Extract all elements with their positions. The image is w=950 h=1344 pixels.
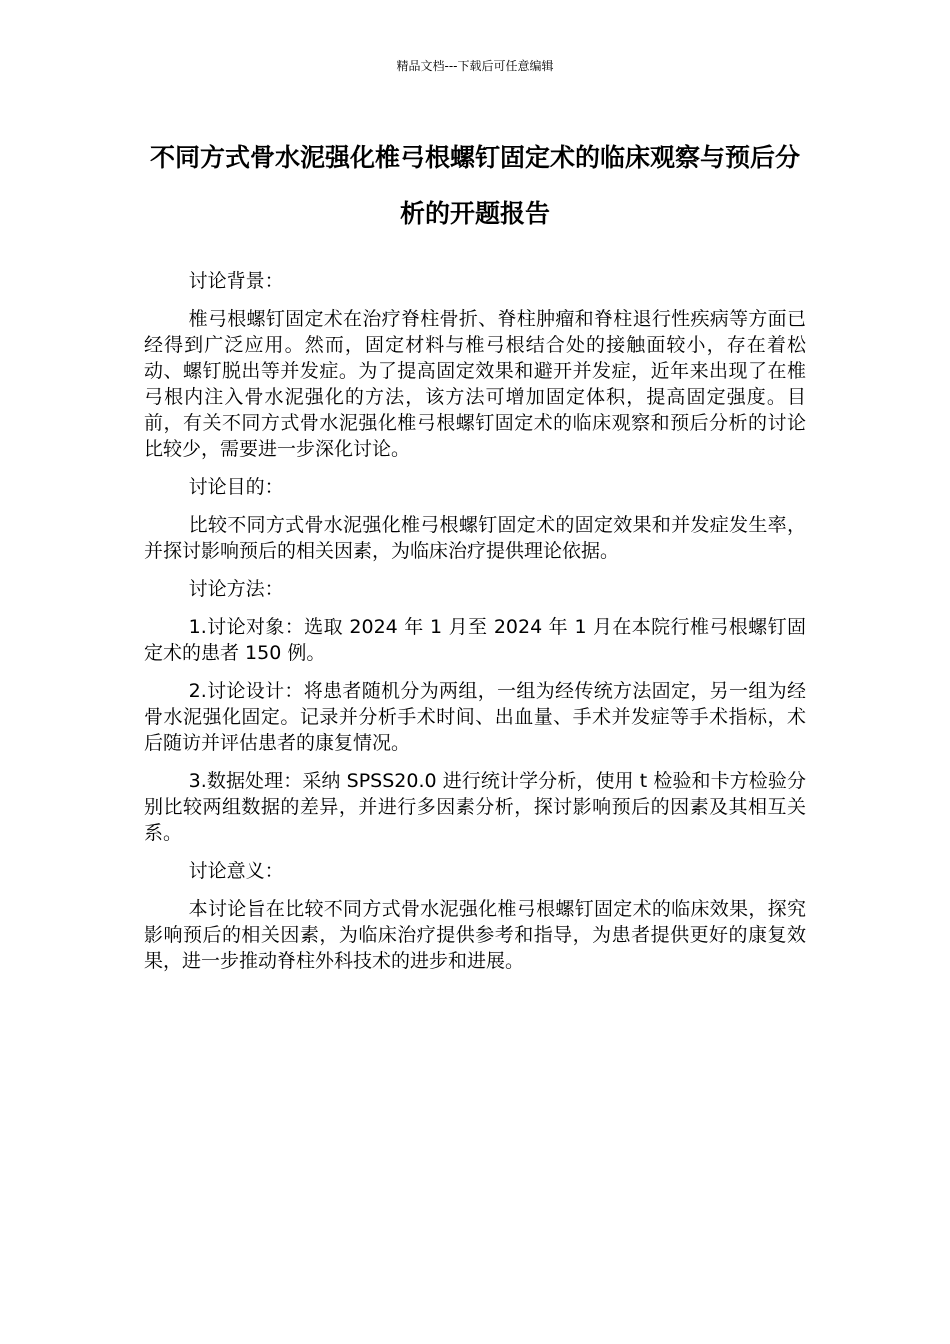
section-heading-significance: 讨论意义：	[188, 860, 284, 882]
document-title: 不同方式骨水泥强化椎弓根螺钉固定术的临床观察与预后分析的开题报告	[149, 143, 800, 228]
section-heading-purpose: 讨论目的：	[188, 476, 284, 498]
section-heading-background: 讨论背景：	[188, 270, 284, 292]
paragraph-method-design: 2.讨论设计：将患者随机分为两组，一组为经传统方法固定，另一组为经骨水泥强化固定。记录并分析手术时间、出血量、手术并发症等手术指标，术后随访并评估患者的康复情况。	[144, 680, 806, 754]
paragraph-significance: 本讨论旨在比较不同方式骨水泥强化椎弓根螺钉固定术的临床效果，探究影响预后的相关因素，为临床治疗提供参考和指导，为患者提供更好的康复效果，进一步推动脊柱外科技术的进步和进展。	[144, 898, 806, 972]
header-note: 精品文档---下载后可任意编辑	[396, 59, 554, 73]
paragraph-background: 椎弓根螺钉固定术在治疗脊柱骨折、脊柱肿瘤和脊柱退行性疾病等方面已经得到广泛应用。然而，固定材料与椎弓根结合处的接触面较小，存在着松动、螺钉脱出等并发症。为了提高固定效果和避开并发症，近年来出现了在椎弓根内注入骨水泥强化的方法，该方法可增加固定体积，提高固定强度。目前，有关不同方式骨水泥强化椎弓根螺钉固定术的临床观察和预后分析的讨论比较少，需要进一步深化讨论。	[144, 308, 806, 460]
paragraph-method-subjects: 1.讨论对象：选取 2024 年 1 月至 2024 年 1 月在本院行椎弓根螺钉固定术的患者 150 例。	[144, 616, 806, 664]
section-heading-methods: 讨论方法：	[188, 578, 284, 600]
paragraph-method-data: 3.数据处理：采纳 SPSS20.0 进行统计学分析，使用 t 检验和卡方检验分别比较两组数据的差异，并进行多因素分析，探讨影响预后的因素及其相互关系。	[144, 770, 806, 844]
document-body	[144, 268, 806, 986]
paragraph-purpose: 比较不同方式骨水泥强化椎弓根螺钉固定术的固定效果和并发症发生率，并探讨影响预后的相关因素，为临床治疗提供理论依据。	[144, 514, 806, 562]
